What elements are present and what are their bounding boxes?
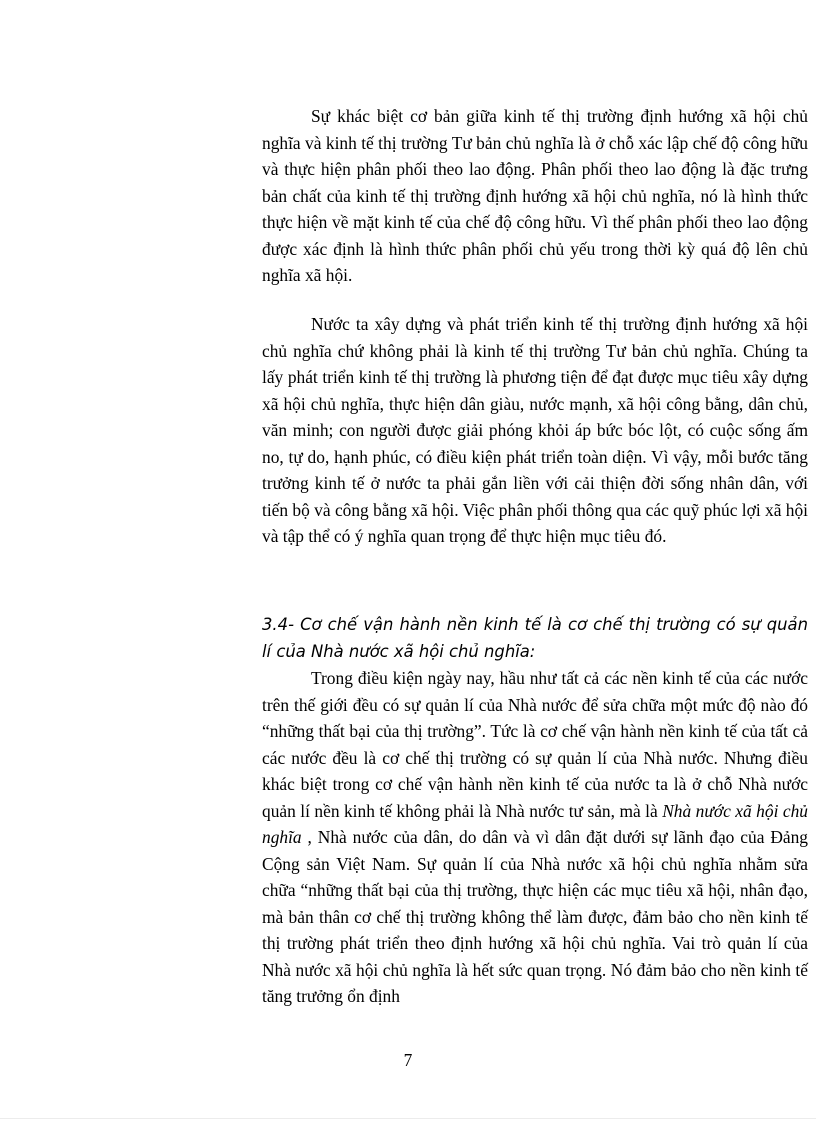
body-paragraph-block-2: [262, 311, 808, 550]
body-paragraph: Nước ta xây dựng và phát triển kinh tế thị trường định hướng xã hội chủ nghĩa chứ không phải là kinh tế thị trường Tư bản chủ nghĩa. Chúng ta lấy phát triển kinh tế thị trường là phương tiện để đạt được mục tiêu xây dựng xã hội chủ nghĩa, thực hiện dân giàu, nước mạnh, xã hội công bằng, dân chủ, văn minh; con người được giải phóng khỏi áp bức bóc lột, có cuộc sống ấm no, tự do, hạnh phúc, có điều kiện phát triển toàn diện. Vì vậy, mỗi bước tăng trưởng kinh tế ở nước ta phải gắn liền với cải thiện đời sống nhân dân, với tiến bộ và công bằng xã hội. Việc phân phối thông qua các quỹ phúc lợi xã hội và tập thể có ý nghĩa quan trọng để thực hiện mục tiêu đó.: [262, 314, 808, 546]
section-heading: 3.4- Cơ chế vận hành nền kinh tế là cơ chế thị trường có sự quản lí của Nhà nước xã hội chủ nghĩa:: [262, 615, 808, 661]
section-paragraph-text-end: , Nhà nước của dân, do dân và vì dân đặt dưới sự lãnh đạo của Đảng Cộng sản Việt Nam. Sự quản lí của Nhà nước xã hội chủ nghĩa nhằm sửa chữa “những thất bại của thị trường, thực hiện các mục tiêu xã hội, nhân đạo, mà bản thân cơ chế thị trường không thể làm được, đảm bảo cho nền kinh tế thị trường phát triển theo định hướng xã hội chủ nghĩa. Vai trò quản lí của Nhà nước xã hội chủ nghĩa là hết sức quan trọng. Nó đảm bảo cho nền kinh tế tăng trưởng ổn định: [262, 827, 808, 1006]
section-paragraph-text-start: Trong điều kiện ngày nay, hầu như tất cả các nền kinh tế của các nước trên thế giới đều có sự quản lí của Nhà nước để sửa chữa một mức độ nào đó “những thất bại của thị trường”. Tức là cơ chế vận hành nền kinh tế của tất cả các nước đều là cơ chế thị trường có sự quản lí của Nhà nước. Nhưng điều khác biệt trong cơ chế vận hành nền kinh tế của nước ta là ở chỗ Nhà nước quản lí nền kinh tế không phải là Nhà nước tư sản, mà là: [262, 668, 808, 821]
page-bottom-edge: [0, 1118, 816, 1119]
body-paragraph-block-1: [262, 103, 808, 289]
page-number: 7: [403, 1050, 413, 1070]
section-paragraph: [262, 665, 808, 1010]
emphasis-text: Nhà nước xã hội chủ nghĩa: [262, 800, 808, 847]
section-paragraph-block: [262, 665, 808, 1010]
body-paragraph: Sự khác biệt cơ bản giữa kinh tế thị trường định hướng xã hội chủ nghĩa và kinh tế thị trường Tư bản chủ nghĩa là ở chỗ xác lập chế độ công hữu và thực hiện phân phối theo lao động. Phân phối theo lao động là đặc trưng bản chất của kinh tế thị trường định hướng xã hội chủ nghĩa, nó là hình thức thực hiện về mặt kinh tế của chế độ công hữu. Vì thế phân phối theo lao động được xác định là hình thức phân phối chủ yếu trong thời kỳ quá độ lên chủ nghĩa xã hội.: [262, 106, 808, 285]
